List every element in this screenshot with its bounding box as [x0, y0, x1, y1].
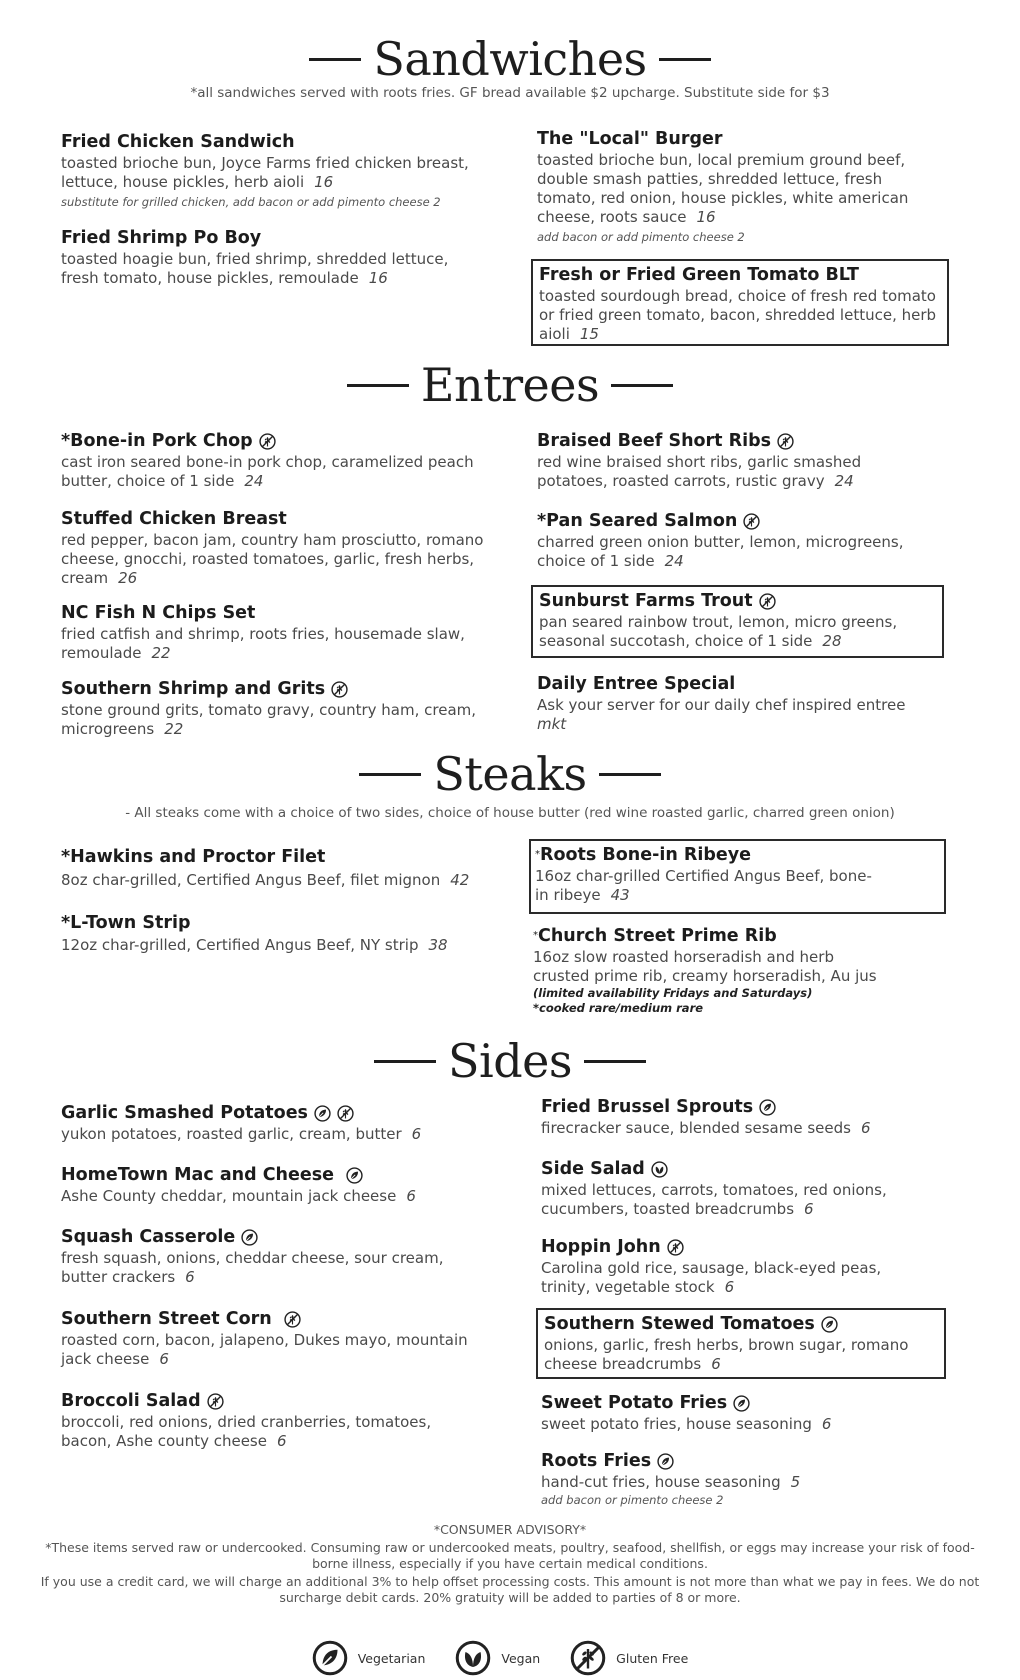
- item-addon: add bacon or add pimento cheese 2: [537, 230, 745, 244]
- item-desc: 16oz char-grilled Certified Angus Beef, bone-in ribeye: [535, 867, 872, 904]
- menu-item: [61, 1164, 486, 1206]
- menu-item: [61, 912, 486, 955]
- menu-item: [541, 1392, 936, 1434]
- item-desc: Ask your server for our daily chef inspired entree: [537, 696, 906, 714]
- consumer-advisory-text: *These items served raw or undercooked. Consuming raw or undercooked meats, poultry, seafood, shellfish, or eggs may increase your risk of food-borne illness, especially if you have certain medical conditions.: [45, 1540, 975, 1571]
- vegetarian-icon: [241, 1229, 258, 1246]
- vegan-icon: [651, 1161, 668, 1178]
- item-price: 6: [724, 1278, 735, 1296]
- menu-item: [61, 430, 486, 491]
- item-price: 26: [118, 569, 138, 587]
- vegan-icon: [455, 1640, 491, 1676]
- item-price: 6: [159, 1350, 169, 1368]
- item-price: 22: [164, 720, 184, 738]
- item-desc: 16oz slow roasted horseradish and herb crusted prime rib, creamy horseradish, Au jus: [533, 948, 877, 985]
- item-desc: toasted brioche bun, Joyce Farms fried chicken breast, lettuce, house pickles, herb aioli: [61, 154, 469, 191]
- item-price: 6: [411, 1125, 422, 1143]
- item-name: Garlic Smashed Potatoes: [61, 1103, 308, 1123]
- vegetarian-icon: [346, 1167, 363, 1184]
- entrees-title: Entrees: [420, 358, 600, 412]
- surcharge-notice: If you use a credit card, we will charge an additional 3% to help offset processing costs. This amount is not more than what we pay in fees. We do not surcharge debit cards. 20% gratuity will be added to parties of 8 or more.: [40, 1574, 980, 1605]
- steaks-title: Steaks: [433, 747, 587, 801]
- menu-item: [61, 1390, 486, 1451]
- item-name: Fresh or Fried Green Tomato BLT: [539, 265, 859, 285]
- menu-item: [541, 1158, 901, 1219]
- sandwiches-title: Sandwiches: [373, 32, 647, 86]
- item-desc: stone ground grits, tomato gravy, country ham, cream, microgreens: [61, 701, 477, 738]
- item-price: 15: [579, 325, 599, 343]
- item-name: Sunburst Farms Trout: [539, 591, 753, 611]
- legend-label: Gluten Free: [616, 1650, 689, 1666]
- item-name: Side Salad: [541, 1159, 645, 1179]
- menu-item: [61, 1226, 486, 1287]
- menu-item: [537, 430, 932, 491]
- steaks-heading: [0, 747, 1020, 801]
- item-desc: mixed lettuces, carrots, tomatoes, red onions, cucumbers, toasted breadcrumbs: [541, 1181, 887, 1218]
- item-name: *Bone-in Pork Chop: [61, 431, 253, 451]
- item-name: *L-Town Strip: [61, 913, 191, 933]
- item-desc: roasted corn, bacon, jalapeno, Dukes mayo, mountain jack cheese: [61, 1331, 468, 1368]
- item-desc: charred green onion butter, lemon, microgreens, choice of 1 side: [537, 533, 904, 570]
- gluten-free-icon: [667, 1239, 684, 1256]
- gluten-free-icon: [259, 433, 276, 450]
- item-desc: onions, garlic, fresh herbs, brown sugar, romano cheese breadcrumbs: [544, 1336, 909, 1373]
- item-availability-note: (limited availability Fridays and Saturdays): [533, 986, 813, 1000]
- item-addon: add bacon or pimento cheese 2: [541, 1493, 724, 1507]
- consumer-advisory-title: *CONSUMER ADVISORY*: [433, 1522, 587, 1537]
- gluten-free-icon: [337, 1105, 354, 1122]
- item-price: 38: [428, 936, 448, 954]
- item-price: 42: [450, 871, 470, 889]
- item-name: Southern Street Corn: [61, 1309, 272, 1329]
- item-desc: red pepper, bacon jam, country ham prosciutto, romano cheese, gnocchi, roasted tomatoes, garlic, fresh herbs, cream: [61, 531, 484, 587]
- item-desc: toasted hoagie bun, fried shrimp, shredded lettuce, fresh tomato, house pickles, remoulade: [61, 250, 449, 287]
- legend-label: Vegetarian: [357, 1650, 426, 1666]
- item-price: 28: [822, 632, 842, 650]
- item-star: *: [535, 849, 540, 860]
- item-name: Daily Entree Special: [537, 674, 736, 694]
- item-price: 5: [790, 1473, 801, 1491]
- menu-item: [541, 1236, 901, 1297]
- item-price: 6: [821, 1415, 832, 1433]
- item-name: *Pan Seared Salmon: [537, 511, 738, 531]
- dietary-legend: [0, 1640, 1020, 1676]
- item-cook-note: *cooked rare/medium rare: [533, 1001, 704, 1015]
- item-price: 6: [711, 1355, 721, 1373]
- menu-item: [537, 510, 932, 571]
- legend-label: Vegan: [501, 1650, 541, 1666]
- item-name: Roots Fries: [541, 1451, 652, 1471]
- item-price: 22: [151, 644, 171, 662]
- featured-menu-item: [529, 839, 946, 914]
- item-name: Hoppin John: [541, 1237, 661, 1257]
- item-name: Squash Casserole: [61, 1227, 236, 1247]
- legend-vegetarian: [312, 1640, 426, 1676]
- sandwiches-note: *all sandwiches served with roots fries. GF bread available $2 upcharge. Substitute side for $3: [190, 85, 830, 101]
- menu-item: [537, 673, 937, 734]
- featured-menu-item: [531, 585, 944, 658]
- item-price: 43: [610, 886, 630, 904]
- item-price: 6: [276, 1432, 287, 1450]
- item-desc: firecracker sauce, blended sesame seeds: [541, 1119, 851, 1137]
- item-name: Church Street Prime Rib: [538, 926, 777, 946]
- item-price: 24: [244, 472, 264, 490]
- menu-item: [61, 131, 486, 210]
- gluten-free-icon: [331, 681, 348, 698]
- entrees-heading: [0, 358, 1020, 412]
- item-price: 6: [804, 1200, 814, 1218]
- item-name: The "Local" Burger: [537, 129, 723, 149]
- item-name: Sweet Potato Fries: [541, 1393, 728, 1413]
- item-name: HomeTown Mac and Cheese: [61, 1165, 335, 1185]
- menu-item: [541, 1450, 936, 1508]
- menu-item: [533, 925, 933, 1016]
- menu-item: [61, 602, 486, 663]
- gluten-free-icon: [777, 433, 794, 450]
- item-name: Southern Shrimp and Grits: [61, 679, 326, 699]
- item-desc: toasted sourdough bread, choice of fresh red tomato or fried green tomato, bacon, shredded lettuce, herb aioli: [539, 287, 937, 343]
- item-name: Stuffed Chicken Breast: [61, 509, 287, 529]
- menu-item: [61, 678, 486, 739]
- item-price: 16: [368, 269, 388, 287]
- vegetarian-icon: [314, 1105, 331, 1122]
- vegetarian-icon: [312, 1640, 348, 1676]
- item-name: Fried Brussel Sprouts: [541, 1097, 754, 1117]
- item-star: *: [533, 930, 538, 941]
- item-desc: Ashe County cheddar, mountain jack cheese: [61, 1187, 397, 1205]
- item-name: Fried Chicken Sandwich: [61, 132, 295, 152]
- item-price: 6: [185, 1268, 195, 1286]
- item-addon: substitute for grilled chicken, add bacon or add pimento cheese 2: [61, 195, 441, 209]
- gluten-free-icon: [759, 593, 776, 610]
- gluten-free-icon: [284, 1311, 301, 1328]
- item-name: Roots Bone-in Ribeye: [540, 845, 752, 865]
- gluten-free-icon: [743, 513, 760, 530]
- sandwiches-heading: [0, 32, 1020, 86]
- vegetarian-icon: [821, 1316, 838, 1333]
- menu-item: [61, 1102, 486, 1144]
- item-price: 16: [696, 208, 716, 226]
- item-desc: sweet potato fries, house seasoning: [541, 1415, 812, 1433]
- item-desc: hand-cut fries, house seasoning: [541, 1473, 781, 1491]
- vegetarian-icon: [657, 1453, 674, 1470]
- menu-item: [61, 1308, 486, 1369]
- item-desc: broccoli, red onions, dried cranberries, tomatoes, bacon, Ashe county cheese: [61, 1413, 432, 1450]
- item-price: 6: [406, 1187, 416, 1205]
- item-desc: 8oz char-grilled, Certified Angus Beef, filet mignon: [61, 871, 441, 889]
- featured-menu-item: [536, 1308, 946, 1379]
- item-name: Southern Stewed Tomatoes: [544, 1314, 815, 1334]
- item-desc: yukon potatoes, roasted garlic, cream, butter: [61, 1125, 402, 1143]
- item-desc: fried catfish and shrimp, roots fries, housemade slaw, remoulade: [61, 625, 465, 662]
- vegetarian-icon: [733, 1395, 750, 1412]
- menu-item: [61, 846, 486, 890]
- legend-gluten-free: [570, 1640, 688, 1676]
- item-desc: pan seared rainbow trout, lemon, micro greens, seasonal succotash, choice of 1 side: [539, 613, 898, 650]
- item-desc: toasted brioche bun, local premium ground beef, double smash patties, shredded lettuce, fresh tomato, red onion, house pickles, white american cheese, roots sauce: [537, 151, 909, 226]
- steaks-note: - All steaks come with a choice of two sides, choice of house butter (red wine roasted garlic, charred green onion): [125, 805, 895, 821]
- item-name: Fried Shrimp Po Boy: [61, 228, 262, 248]
- item-name: NC Fish N Chips Set: [61, 603, 256, 623]
- gluten-free-icon: [570, 1640, 606, 1676]
- item-price: 24: [834, 472, 854, 490]
- menu-item: [61, 508, 486, 588]
- item-name: Braised Beef Short Ribs: [537, 431, 772, 451]
- gluten-free-icon: [207, 1393, 224, 1410]
- sides-heading: [0, 1034, 1020, 1088]
- item-name: Broccoli Salad: [61, 1391, 201, 1411]
- vegetarian-icon: [759, 1099, 776, 1116]
- legend-vegan: [455, 1640, 540, 1676]
- item-name: *Hawkins and Proctor Filet: [61, 847, 326, 867]
- item-desc: cast iron seared bone-in pork chop, caramelized peach butter, choice of 1 side: [61, 453, 474, 490]
- item-desc: red wine braised short ribs, garlic smashed potatoes, roasted carrots, rustic gravy: [537, 453, 862, 490]
- menu-item: [61, 227, 486, 288]
- item-price: 6: [860, 1119, 871, 1137]
- item-price: 24: [664, 552, 684, 570]
- item-price: mkt: [537, 715, 567, 733]
- menu-item: [537, 128, 937, 245]
- item-desc: Carolina gold rice, sausage, black-eyed peas, trinity, vegetable stock: [541, 1259, 882, 1296]
- item-price: 16: [314, 173, 334, 191]
- item-desc: 12oz char-grilled, Certified Angus Beef, NY strip: [61, 936, 419, 954]
- menu-item: [541, 1096, 936, 1138]
- item-desc: fresh squash, onions, cheddar cheese, sour cream, butter crackers: [61, 1249, 444, 1286]
- sides-title: Sides: [448, 1034, 572, 1088]
- featured-menu-item: [531, 259, 949, 346]
